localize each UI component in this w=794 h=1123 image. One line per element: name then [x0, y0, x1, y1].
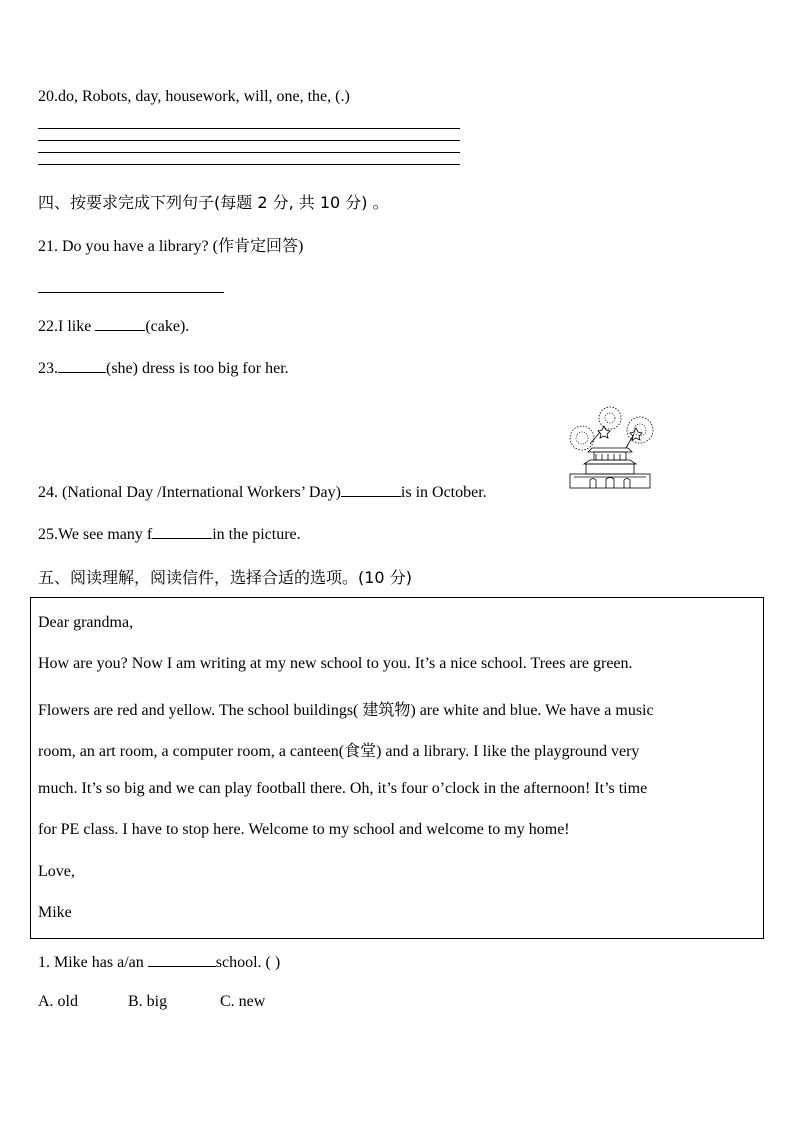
reading-question-1-text: 1. Mike has a/an — [38, 954, 148, 971]
answer-blank — [341, 482, 401, 497]
question-23 — [38, 358, 289, 378]
letter-signature: Mike — [38, 904, 72, 921]
option-a: A. old — [38, 993, 78, 1010]
letter-line: much. It’s so big and we can play football there. Oh, it’s four o’clock in the afternoon! It’s time — [38, 780, 648, 797]
answer-line — [38, 128, 460, 129]
answer-blank — [152, 524, 212, 539]
question-22-hint: (cake). — [145, 318, 190, 335]
option-c: C. new — [220, 993, 266, 1010]
fireworks-tiananmen-image — [560, 404, 660, 492]
letter-greeting: Dear grandma, — [38, 614, 134, 631]
answer-line — [38, 152, 460, 153]
question-25-text: 25.We see many f — [38, 526, 153, 543]
answer-blank — [58, 358, 106, 373]
question-25-tail: in the picture. — [212, 526, 301, 543]
answer-line — [38, 164, 460, 165]
letter-line: Flowers are red and yellow. The school buildings( 建筑物) are white and blue. We have a music — [38, 702, 654, 719]
answer-line — [38, 292, 224, 293]
letter-line: How are you? Now I am writing at my new school to you. It’s a nice school. Trees are green. — [38, 655, 633, 672]
reading-question-1 — [38, 952, 280, 972]
letter-box — [30, 597, 764, 939]
question-22-text: 22.I like — [38, 318, 96, 335]
question-20: 20.do, Robots, day, housework, will, one, the, (.) — [38, 88, 350, 105]
question-21: 21. Do you have a library? (作肯定回答) — [38, 238, 304, 255]
section-5-heading: 五、阅读理解，阅读信件，选择合适的选项。(10 分) — [38, 568, 412, 587]
question-22 — [38, 316, 189, 336]
option-b: B. big — [128, 993, 168, 1010]
letter-line: room, an art room, a computer room, a canteen(食堂) and a library. I like the playground very — [38, 743, 640, 760]
letter-closing: Love, — [38, 863, 75, 880]
reading-question-1-tail: school. ( ) — [215, 954, 281, 971]
question-23-number: 23. — [38, 360, 58, 377]
letter-line: for PE class. I have to stop here. Welcome to my school and welcome to my home! — [38, 821, 570, 838]
question-24 — [38, 482, 487, 502]
question-23-text: (she) dress is too big for her. — [106, 360, 289, 377]
question-24-hint: 24. (National Day /International Workers’ Day) — [38, 484, 341, 501]
answer-blank — [95, 316, 145, 331]
section-4-heading: 四、按要求完成下列句子(每题 2 分, 共 10 分) 。 — [38, 193, 389, 212]
question-25 — [38, 524, 301, 544]
answer-line — [38, 140, 460, 141]
question-24-text: is in October. — [400, 484, 487, 501]
answer-blank — [148, 952, 216, 967]
